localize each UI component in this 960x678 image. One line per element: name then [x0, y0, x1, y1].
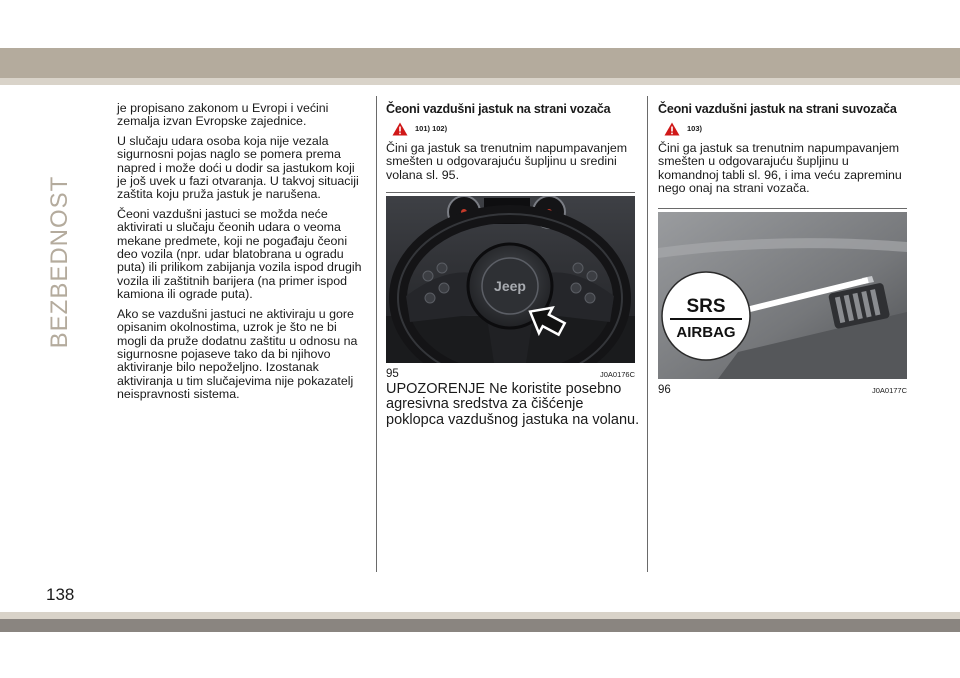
header-band-light: [0, 78, 960, 85]
section-heading-passenger-airbag: Čeoni vazdušni jastuk na strani suvozača: [658, 102, 897, 116]
page-number: 138: [46, 585, 75, 604]
warning-reference: [664, 122, 912, 136]
figure-code: J0A0176C: [599, 370, 635, 380]
dashboard-image: [658, 212, 907, 379]
footer-band-light: [0, 612, 960, 619]
section-title-text: BEZBEDNOST: [46, 175, 73, 349]
dashboard-illustration: [658, 212, 907, 379]
column-3: [658, 102, 912, 397]
steering-wheel-illustration: [386, 196, 635, 363]
paragraph: je propisano zakonom u Evropi i većini zemalja izvan Evropske zajednice.: [117, 101, 329, 129]
warning-reference: [392, 122, 640, 136]
column-divider: [376, 96, 377, 572]
figure-rule: [386, 192, 635, 193]
warning-refs: 103): [687, 124, 703, 134]
paragraph: Ako se vazdušni jastuci ne aktiviraju u gore opisanim okolnostima, uzrok je što ne bi mogli da pruže dodatnu zaštitu u odnosu na sigurnosne pojaseve tako da bi njihovo aktiviranje bilo nepoželjno. Izostanak aktiviranja u tim slučajevima nije pokazatelj neispravnosti sistema.: [117, 306, 358, 402]
warning-refs: 101) 102): [415, 124, 448, 134]
figure-number: 95: [386, 368, 399, 381]
column-1: [117, 102, 367, 408]
warning-triangle-icon: [392, 122, 408, 136]
figure-95: [386, 192, 635, 381]
header-band: [0, 48, 960, 78]
column-2: [386, 102, 640, 434]
steering-wheel-image: [386, 196, 635, 363]
figure-code: J0A0177C: [871, 385, 907, 395]
warning-triangle-icon: [664, 122, 680, 136]
figure-caption: [386, 368, 635, 381]
airbag-label: AIRBAG: [676, 323, 736, 341]
body-text: Čini ga jastuk sa trenutnim napumpavanjem smešten u odgovarajuću šupljinu u komandnoj tabli sl. 96, i ima veću zapreminu nego onaj na strani vozača.: [658, 141, 902, 196]
figure-caption: [658, 384, 907, 397]
figure-rule: [658, 208, 907, 209]
warning-text: UPOZORENJE Ne koristite posebno agresivna sredstva za čišćenje poklopca vazdušnog jastuka na volanu.: [386, 380, 640, 428]
top-margin: [0, 0, 960, 48]
section-heading-driver-airbag: Čeoni vazdušni jastuk na strani vozača: [386, 102, 611, 116]
figure-96: [658, 208, 907, 397]
body-text: Čini ga jastuk sa trenutnim napumpavanjem smešten u odgovarajuću šupljinu u sredini volana sl. 95.: [386, 141, 628, 182]
footer-band: [0, 619, 960, 632]
column-divider: [647, 96, 648, 572]
jeep-logo: Jeep: [494, 278, 526, 295]
section-side-title: [46, 175, 73, 349]
figure-number: 96: [658, 383, 671, 396]
paragraph: Čeoni vazdušni jastuci se možda neće aktivirati u slučaju čeonih udara o veoma mekane predmete, koji ne pogađaju čeoni deo vozila (npr. udar blatobrana u ogradu puta) ili prilikom zabijanja vozila ispod drugih vozila ili zaštitnih barijera (na primer ispod kamiona ili ograde puta).: [117, 206, 362, 302]
srs-label: SRS: [686, 295, 726, 317]
paragraph: U slučaju udara osoba koja nije vezala sigurnosni pojas naglo se pomera prema napred i može doći u dodir sa jastukom koji je još uvek u fazi otvaranja. U takvoj situaciji zaštita koju pruža jastuk je narušena.: [117, 133, 359, 202]
